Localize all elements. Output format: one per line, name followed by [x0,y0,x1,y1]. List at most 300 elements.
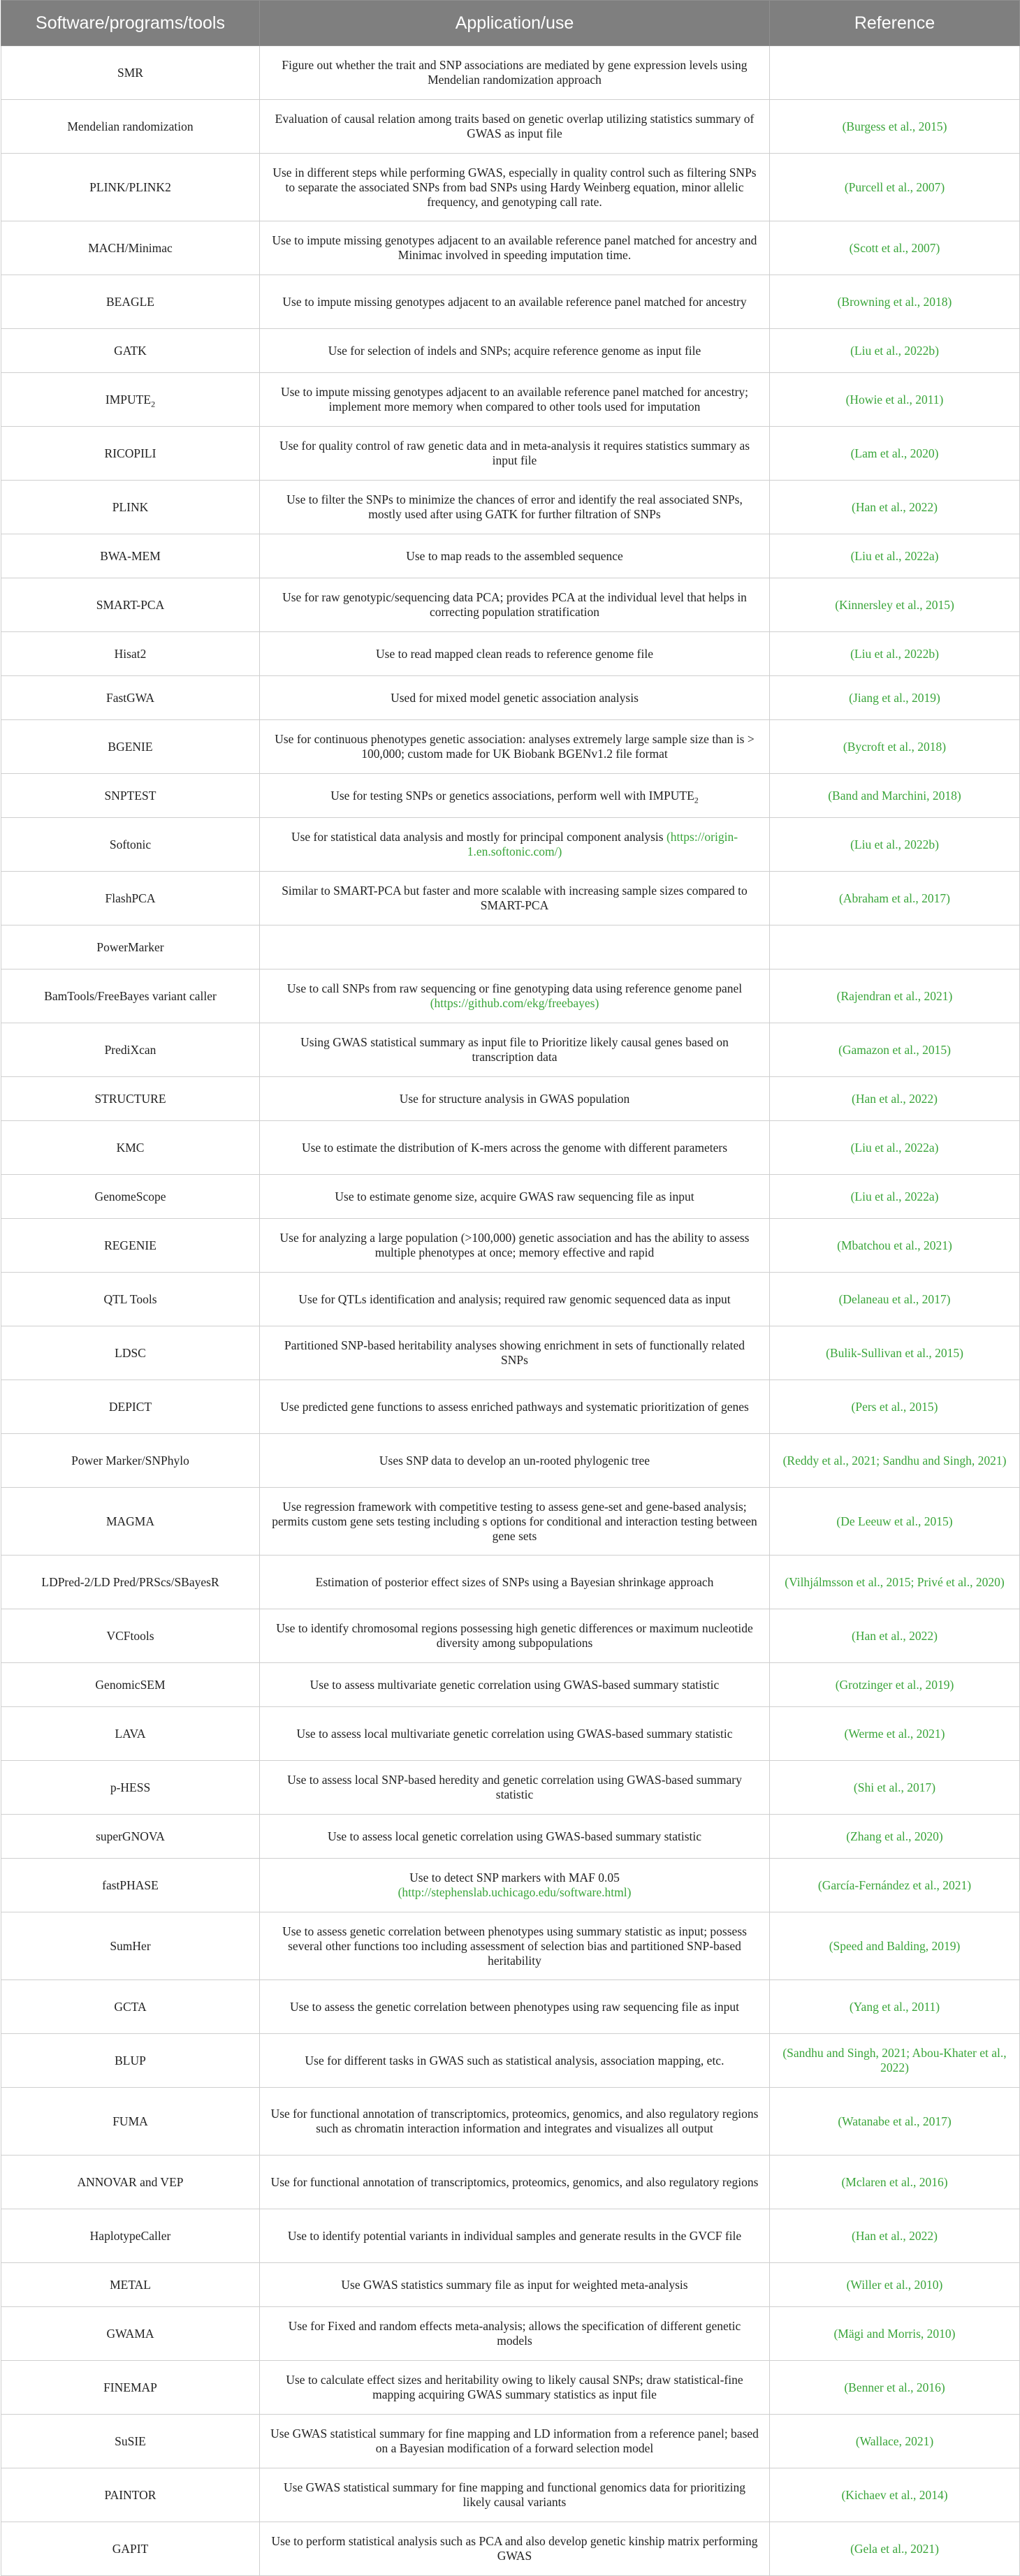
tool-cell [1,2468,260,2522]
ref-link[interactable]: (Watanabe et al., 2017) [838,2114,952,2128]
ref-link[interactable]: (Kinnersley et al., 2015) [835,597,954,612]
tool-cell [1,2263,260,2307]
url-link[interactable]: (http://stephenslab.uchicago.edu/software.html) [398,1885,632,1899]
ref-link[interactable]: (Lam et al., 2020) [850,446,939,460]
ref-link[interactable]: (García-Fernández et al., 2021) [817,1878,972,1892]
tool-cell [1,221,260,275]
ref-link[interactable]: (Grotzinger et al., 2019) [835,1677,954,1692]
use-text: Uses SNP data to develop an un-rooted phylogenic tree [379,1453,650,1468]
tool-cell [1,2361,260,2415]
table-row [1,1663,1020,1707]
ref-cell [770,872,1020,925]
table-row [1,154,1020,221]
ref-link[interactable]: (Mägi and Morris, 2010) [833,2326,956,2341]
use-text: Use to identify chromosomal regions possessing high genetic differences or maximum nucleotide diversity among subpopulations [276,1621,753,1650]
table-row [1,676,1020,720]
ref-link[interactable]: (Werme et al., 2021) [844,1726,945,1741]
table-row [1,1815,1020,1859]
url-link[interactable]: (https://origin-1.en.softonic.com/) [467,830,738,858]
tool-name: BGENIE [108,739,153,754]
tool-name: BEAGLE [105,294,155,309]
table-row [1,329,1020,373]
tool-name: Softonic [109,837,152,851]
ref-link[interactable]: (Zhang et al., 2020) [846,1829,943,1843]
tool-name: GATK [114,343,147,358]
tool-cell [1,481,260,534]
ref-cell [770,2468,1020,2522]
ref-cell [770,1912,1020,1980]
use-text: Use for quality control of raw genetic data and in meta-analysis it requires statistics summary as input file [279,439,750,467]
ref-cell [770,1815,1020,1859]
ref-cell [770,774,1020,818]
tool-cell [1,373,260,427]
ref-cell [770,1434,1020,1488]
table-row [1,427,1020,481]
table-body [1,46,1020,2576]
ref-cell [770,632,1020,676]
table-row [1,1761,1020,1815]
ref-link[interactable]: (Speed and Balding, 2019) [829,1938,961,1953]
use-cell [260,46,770,100]
table-row [1,1121,1020,1175]
ref-link[interactable]: (De Leeuw et al., 2015) [836,1514,953,1528]
tool-name: PAINTOR [104,2487,156,2502]
ref-link[interactable]: (Reddy et al., 2021; Sandhu and Singh, 2021) [782,1453,1007,1468]
tool-cell [1,2522,260,2576]
use-text: Use to impute missing genotypes adjacent to an available reference panel matched for ancestry [282,294,747,309]
tool-name: BWA-MEM [100,548,161,563]
table-row [1,1219,1020,1273]
use-cell [260,275,770,329]
ref-cell [770,720,1020,774]
use-text: Evaluation of causal relation among traits based on genetic overlap utilizing statistics summary of GWAS as input file [275,112,755,140]
use-text: Use to detect SNP markers with MAF 0.05 [409,1871,620,1885]
ref-cell [770,221,1020,275]
use-text: Use predicted gene functions to assess enriched pathways and systematic prioritization of genes [280,1399,749,1414]
tool-cell [1,720,260,774]
table-row [1,2468,1020,2522]
use-cell [260,2522,770,2576]
table-row [1,2522,1020,2576]
tool-cell [1,1434,260,1488]
ref-link[interactable]: (Pers et al., 2015) [851,1399,938,1414]
use-text: Partitioned SNP-based heritability analyses showing enrichment in sets of functionally related SNPs [284,1338,745,1367]
tool-cell [1,2209,260,2263]
tool-name: FastGWA [105,690,155,705]
tool-cell [1,100,260,154]
ref-link[interactable]: (Liu et al., 2022b) [850,343,939,358]
use-text: Use for functional annotation of transcriptomics, proteomics, genomics, and also regulatory regions such as chromatin interaction information and integrates and visualizes all output [270,2107,759,2135]
use-cell [260,1488,770,1556]
tool-name: Power Marker/SNPhylo [71,1453,189,1468]
ref-link[interactable]: (Liu et al., 2022a) [850,548,939,563]
use-text: Use for testing SNPs or genetics associations, perform well with IMPUTE [330,788,694,803]
ref-link[interactable]: (Band and Marchini, 2018) [828,788,961,803]
ref-cell [770,1023,1020,1077]
table-row [1,925,1020,969]
ref-link[interactable]: (Liu et al., 2022a) [850,1189,939,1203]
use-cell [260,872,770,925]
ref-cell [770,1326,1020,1380]
ref-cell [770,2209,1020,2263]
tool-cell [1,1663,260,1707]
tool-cell [1,154,260,221]
table-row [1,818,1020,872]
tool-cell [1,2088,260,2156]
header-software: Software/programs/tools [1,1,260,46]
tool-cell [1,2415,260,2468]
url-link[interactable]: (https://github.com/ekg/freebayes) [430,996,599,1010]
tool-name: METAL [110,2277,151,2292]
ref-link[interactable]: (Sandhu and Singh, 2021; Abou-Khater et al., 2022) [782,2046,1007,2074]
ref-link[interactable]: (Howie et al., 2011) [845,392,944,407]
ref-cell [770,1488,1020,1556]
ref-cell [770,1273,1020,1326]
table-row [1,1326,1020,1380]
tool-name: FlashPCA [105,891,156,905]
tool-cell [1,818,260,872]
tool-cell [1,1326,260,1380]
ref-link[interactable]: (Mclaren et al., 2016) [841,2174,948,2189]
use-text: Use to identify potential variants in individual samples and generate results in the GVCF file [287,2228,742,2243]
use-text: Use to impute missing genotypes adjacent to an available reference panel matched for ancestry; implement more memory when compared to other tools used for imputation [280,385,749,414]
ref-link[interactable]: (Liu et al., 2022b) [850,837,939,851]
use-text: Use for statistical data analysis and mostly for principal component analysis [291,830,664,844]
ref-cell [770,373,1020,427]
table-row [1,1980,1020,2034]
ref-link[interactable]: (Willer et al., 2010) [846,2277,943,2292]
tool-name: ANNOVAR and VEP [77,2174,184,2189]
use-text: Use to assess multivariate genetic correlation using GWAS-based summary statistic [309,1677,720,1692]
ref-link[interactable]: (Gela et al., 2021) [850,2541,939,2556]
tool-name: GenomeScope [94,1189,166,1203]
table-row [1,275,1020,329]
use-text: Use for analyzing a large population (>100,000) genetic association and has the ability to assess multiple phenotypes at once; memory effective and rapid [279,1231,750,1259]
ref-link[interactable]: (Han et al., 2022) [852,2228,938,2243]
table-row [1,1434,1020,1488]
use-cell [260,969,770,1023]
use-cell [260,1175,770,1219]
use-cell [260,774,770,818]
use-text: Use for continuous phenotypes genetic association: analyses extremely large sample size than is > 100,000; custom made for UK Biobank BGENv1.2 file format [275,732,755,761]
table-row [1,1077,1020,1121]
ref-link[interactable]: (Han et al., 2022) [852,1091,938,1106]
use-cell [260,481,770,534]
ref-cell [770,1609,1020,1663]
use-text: Use to map reads to the assembled sequence [406,548,623,563]
use-cell [260,632,770,676]
use-cell [260,818,770,872]
tool-cell [1,1380,260,1434]
use-cell [260,154,770,221]
tool-cell [1,1761,260,1815]
ref-cell [770,1077,1020,1121]
ref-link[interactable]: (Browning et al., 2018) [837,294,952,309]
table-row [1,2034,1020,2088]
use-text: Use regression framework with competitive testing to assess gene-set and gene-based analysis; permits custom gene sets testing including s options for conditional and interaction testing between gene sets [272,1499,757,1543]
table-row [1,1556,1020,1609]
tool-name: LAVA [115,1726,146,1741]
use-cell [260,2361,770,2415]
use-text: Similar to SMART-PCA but faster and more scalable with increasing sample sizes compared to SMART-PCA [282,884,748,912]
table-row [1,1488,1020,1556]
ref-link[interactable]: (Rajendran et al., 2021) [836,988,953,1003]
use-text: Use for functional annotation of transcriptomics, proteomics, genomics, and also regulatory regions [270,2174,759,2189]
tool-cell [1,1980,260,2034]
ref-link[interactable]: (Bulik-Sullivan et al., 2015) [826,1345,963,1360]
ref-cell [770,275,1020,329]
table-row [1,1609,1020,1663]
ref-link[interactable]: (Burgess et al., 2015) [842,119,947,133]
use-cell [260,1556,770,1609]
ref-cell [770,1121,1020,1175]
use-cell [260,373,770,427]
use-text: Use GWAS statistical summary for fine mapping and LD information from a reference panel; based on a Bayesian modification of a forward selection model [270,2427,759,2455]
use-text: Use to perform statistical analysis such as PCA and also develop genetic kinship matrix performing GWAS [271,2534,758,2563]
table-row [1,969,1020,1023]
table-row [1,2361,1020,2415]
use-cell [260,329,770,373]
ref-link[interactable]: (Bycroft et al., 2018) [843,739,947,754]
tool-cell [1,632,260,676]
tool-name: LDSC [115,1345,146,1360]
ref-link[interactable]: (Benner et al., 2016) [844,2380,945,2394]
table-row [1,578,1020,632]
use-cell [260,1023,770,1077]
use-cell [260,578,770,632]
ref-cell [770,2522,1020,2576]
header-row [1,1,1020,46]
ref-cell [770,925,1020,969]
header-application: Application/use [260,1,770,46]
use-cell [260,1912,770,1980]
ref-cell [770,2263,1020,2307]
ref-link[interactable]: (Yang et al., 2011) [849,1999,940,2014]
table-row [1,534,1020,578]
use-text: Use GWAS statistical summary for fine mapping and functional genomics data for prioritizing likely causal variants [284,2480,745,2509]
software-tools-table [1,0,1020,2576]
use-text: Use for different tasks in GWAS such as statistical analysis, association mapping, etc. [305,2053,724,2068]
ref-cell [770,481,1020,534]
tool-name: PLINK/PLINK2 [89,180,171,194]
use-cell [260,2034,770,2088]
table-row [1,720,1020,774]
ref-link[interactable]: (Scott et al., 2007) [849,240,940,255]
use-cell [260,2468,770,2522]
table-row [1,1707,1020,1761]
ref-link[interactable]: (Purcell et al., 2007) [844,180,945,194]
tool-cell [1,1815,260,1859]
tool-cell [1,427,260,481]
tool-cell [1,1609,260,1663]
ref-link[interactable]: (Han et al., 2022) [852,1628,938,1643]
use-cell [260,1326,770,1380]
use-text: Use to calculate effect sizes and heritability owing to likely causal SNPs; draw statistical-fine mapping acquiring GWAS summary statistics as input file [286,2373,743,2401]
ref-link[interactable]: (Gamazon et al., 2015) [838,1042,951,1057]
use-cell [260,1859,770,1912]
ref-cell [770,1175,1020,1219]
tool-name: p-HESS [110,1780,151,1794]
tool-name: PowerMarker [96,939,164,954]
ref-cell [770,1663,1020,1707]
use-cell [260,676,770,720]
ref-cell [770,2156,1020,2209]
use-cell [260,2415,770,2468]
tool-name: superGNOVA [96,1829,165,1843]
tool-cell [1,2307,260,2361]
table-row [1,373,1020,427]
ref-link[interactable]: (Delaneau et al., 2017) [838,1291,951,1306]
use-text: Use to assess the genetic correlation between phenotypes using raw sequencing file as input [290,1999,739,2014]
table-row [1,1273,1020,1326]
table-row [1,774,1020,818]
ref-cell [770,1556,1020,1609]
use-cell [260,1815,770,1859]
table-row [1,1023,1020,1077]
table-row [1,632,1020,676]
tool-cell [1,969,260,1023]
use-cell [260,2209,770,2263]
table-row [1,1859,1020,1912]
ref-cell [770,2034,1020,2088]
tool-name: RICOPILI [104,446,156,460]
tool-cell [1,774,260,818]
tool-name: VCFtools [106,1628,154,1643]
tool-cell [1,329,260,373]
ref-cell [770,1219,1020,1273]
ref-link[interactable]: (Wallace, 2021) [855,2434,934,2448]
ref-link[interactable]: (Mbatchou et al., 2021) [837,1238,952,1252]
use-text: Use to call SNPs from raw sequencing or fine genotyping data using reference genome panel [286,981,743,995]
use-text: Use for selection of indels and SNPs; acquire reference genome as input file [328,343,701,358]
tool-name: fastPHASE [102,1878,159,1892]
ref-link[interactable]: (Han et al., 2022) [852,499,938,514]
ref-link[interactable]: (Vilhjálmsson et al., 2015; Privé et al., 2020) [785,1574,1005,1589]
use-text: Use to assess local multivariate genetic correlation using GWAS-based summary statistic [296,1726,733,1741]
tool-name: MAGMA [105,1514,155,1528]
tool-cell [1,1273,260,1326]
table-row [1,2209,1020,2263]
table-row [1,2156,1020,2209]
tool-name: SuSIE [115,2434,146,2448]
table-row [1,221,1020,275]
tool-cell [1,1023,260,1077]
use-text: Figure out whether the trait and SNP associations are mediated by gene expression levels using Mendelian randomization approach [282,58,748,87]
ref-cell [770,676,1020,720]
tool-name: BamTools/FreeBayes variant caller [44,988,217,1003]
use-cell [260,1380,770,1434]
table-row [1,2088,1020,2156]
use-cell [260,1707,770,1761]
ref-link[interactable]: (Liu et al., 2022a) [850,1140,939,1155]
use-text: Use to estimate the distribution of K-mers across the genome with different parameters [301,1140,728,1155]
ref-cell [770,2088,1020,2156]
ref-cell [770,1859,1020,1912]
use-text: Using GWAS statistical summary as input file to Prioritize likely causal genes based on transcription data [300,1035,729,1064]
use-text: Use in different steps while performing GWAS, especially in quality control such as filtering SNPs to separate the associated SNPs from bad SNPs using Hardy Weinberg equation, minor allelic frequency, and genotyping call rate. [272,165,757,209]
tool-name: FUMA [112,2114,148,2128]
tool-cell [1,925,260,969]
tool-name: STRUCTURE [94,1091,166,1106]
use-text: Use GWAS statistics summary file as input for weighted meta-analysis [341,2277,688,2292]
table-row [1,1912,1020,1980]
tool-name: REGENIE [104,1238,156,1252]
use-cell [260,1761,770,1815]
use-cell [260,1980,770,2034]
use-cell [260,2307,770,2361]
use-cell [260,720,770,774]
tool-name: GCTA [114,1999,147,2014]
ref-link[interactable]: (Kichaev et al., 2014) [841,2487,948,2502]
tool-cell [1,872,260,925]
use-cell [260,1434,770,1488]
tool-name: DEPICT [108,1399,152,1414]
tool-name: IMPUTE [105,392,152,407]
ref-cell [770,1761,1020,1815]
table-row [1,2415,1020,2468]
tool-cell [1,2034,260,2088]
use-cell [260,427,770,481]
use-text: Use for Fixed and random effects meta-analysis; allows the specification of different genetic models [288,2319,741,2348]
tool-cell [1,1556,260,1609]
tool-cell [1,676,260,720]
ref-cell [770,46,1020,100]
tool-name: GenomicSEM [95,1677,166,1692]
use-cell [260,2156,770,2209]
ref-link[interactable]: (Liu et al., 2022b) [850,646,939,661]
use-text: Use for raw genotypic/sequencing data PCA; provides PCA at the individual level that helps in correcting population stratification [282,590,747,619]
ref-link[interactable]: (Shi et al., 2017) [853,1780,936,1794]
ref-cell [770,427,1020,481]
tool-name: LDPred-2/LD Pred/PRScs/SBayesR [41,1574,219,1589]
use-cell [260,925,770,969]
tool-cell [1,46,260,100]
tool-cell [1,1859,260,1912]
use-text: Use to assess local SNP-based heredity and genetic correlation using GWAS-based summary statistic [287,1773,742,1801]
tool-cell [1,1077,260,1121]
tool-name: PrediXcan [104,1042,156,1057]
use-text: Use for QTLs identification and analysis; required raw genomic sequenced data as input [298,1291,731,1306]
tool-cell [1,2156,260,2209]
table-row [1,100,1020,154]
tool-name: SMR [117,65,143,80]
ref-link[interactable]: (Jiang et al., 2019) [849,690,940,705]
use-text: Estimation of posterior effect sizes of SNPs using a Bayesian shrinkage approach [315,1574,714,1589]
use-cell [260,534,770,578]
tool-name: QTL Tools [103,1291,157,1306]
use-cell [260,1219,770,1273]
use-cell [260,1273,770,1326]
use-subscript: 2 [694,795,699,805]
tool-name: BLUP [115,2053,146,2068]
tool-cell [1,1912,260,1980]
ref-cell [770,1980,1020,2034]
use-cell [260,1663,770,1707]
use-text: Use to filter the SNPs to minimize the chances of error and identify the real associated SNPs, mostly used after using GATK for further filtration of SNPs [286,492,743,521]
ref-link[interactable]: (Abraham et al., 2017) [839,891,950,905]
use-text: Use for structure analysis in GWAS population [399,1091,630,1106]
tool-cell [1,275,260,329]
ref-cell [770,534,1020,578]
tool-name: KMC [116,1140,145,1155]
ref-cell [770,969,1020,1023]
table-row [1,872,1020,925]
tool-name: SNPTEST [104,788,156,803]
table-row [1,1175,1020,1219]
use-cell [260,1609,770,1663]
ref-cell [770,1707,1020,1761]
ref-cell [770,2361,1020,2415]
